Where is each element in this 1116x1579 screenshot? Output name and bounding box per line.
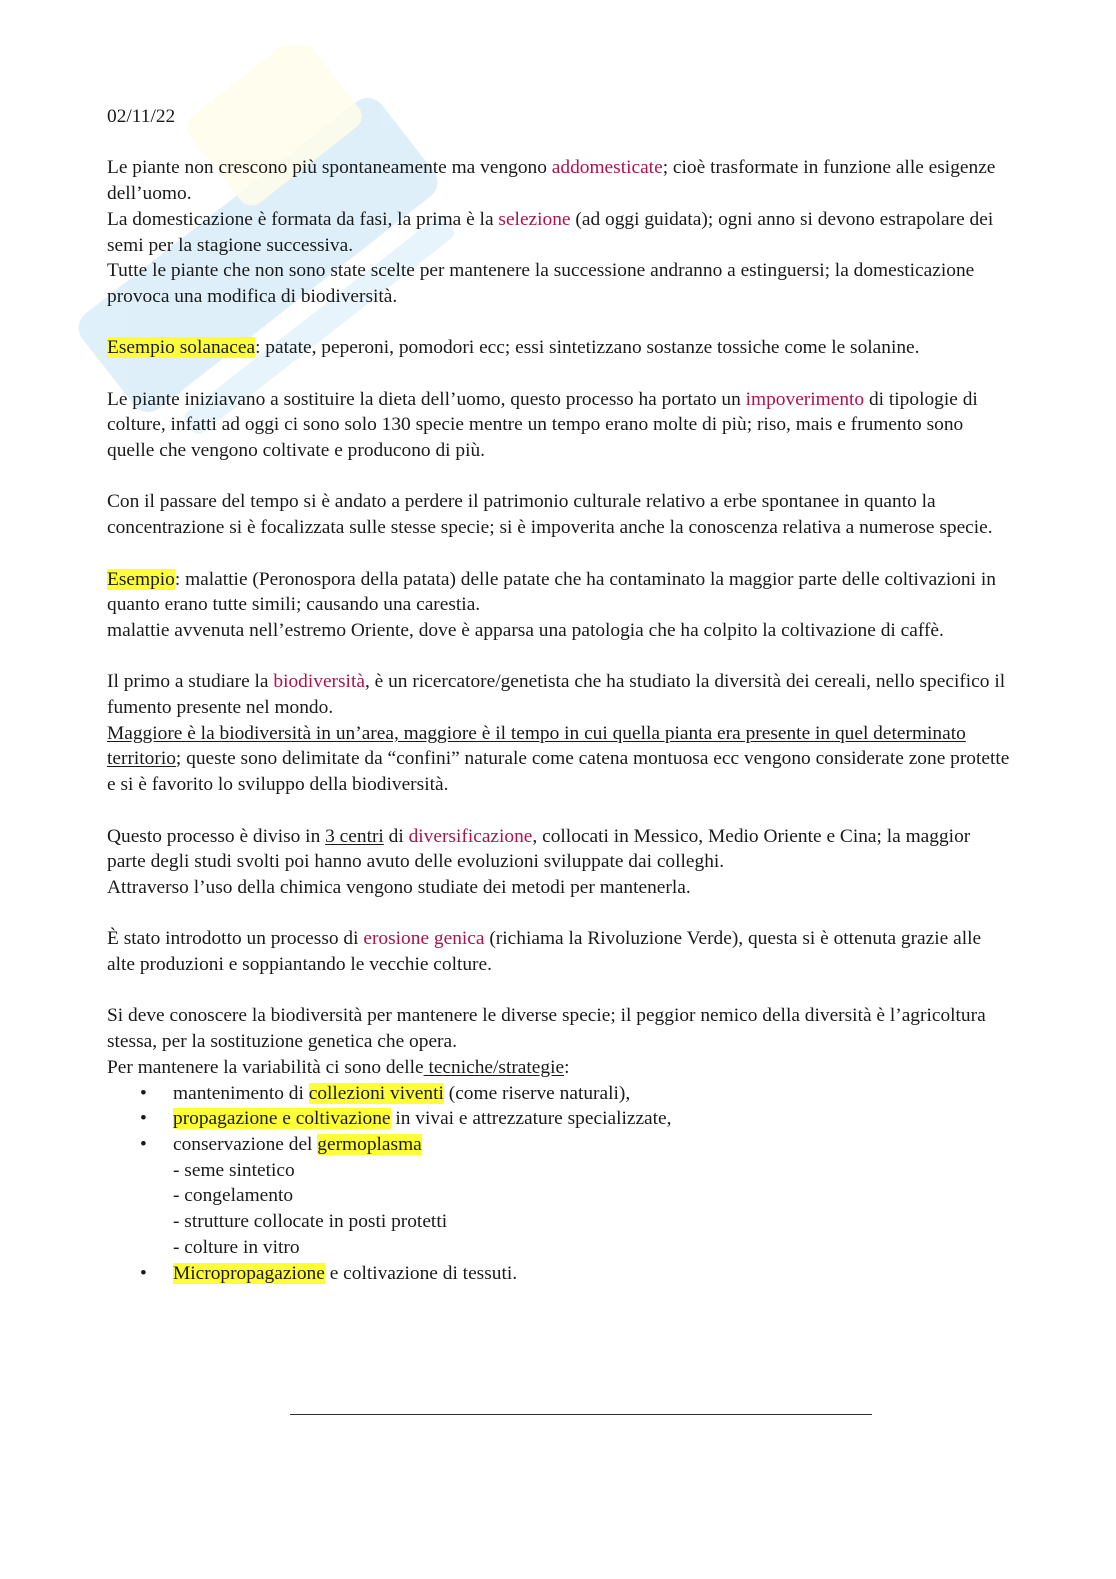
underlined-3-centri: 3 centri	[325, 825, 384, 847]
keyword-biodiversita: biodiversità	[273, 671, 365, 693]
list-item: • mantenimento di collezioni viventi (come riserve naturali),	[107, 1081, 1012, 1107]
document-date: 02/11/22	[107, 106, 176, 127]
sublist-item: - seme sintetico	[173, 1159, 295, 1181]
paragraph-diversification-centers: Questo processo è diviso in 3 centri di diversificazione, collocati in Messico, Medio Oriente e Cina; la maggior parte degli studi svolti poi hanno avuto delle evoluzioni sviluppate dai colleghi.	[107, 825, 971, 873]
keyword-diversificazione: diversificazione	[408, 825, 533, 847]
sublist-item: - colture in vitro	[173, 1236, 300, 1258]
highlight-germoplasma: germoplasma	[317, 1133, 422, 1155]
paragraph-techniques-intro: Per mantenere la variabilità ci sono delle tecniche/strategie:	[107, 1056, 570, 1078]
highlight-collezioni-viventi: collezioni viventi	[308, 1082, 444, 1104]
end-divider	[290, 1414, 872, 1415]
bullet-icon: •	[140, 1108, 147, 1130]
underlined-biodiversity-rule: Maggiore è la biodiversità in un’area, maggiore è il tempo in cui quella pianta era presente in quel determinato territorio	[107, 722, 966, 770]
paragraph-impoverishment: Le piante iniziavano a sostituire la dieta dell’uomo, questo processo ha portato un impoverimento di tipologie di colture, infatti ad oggi ci sono solo 130 specie mentre un tempo erano molte di più; riso, mais e frumento sono quelle che vengono coltivate e producono di più.	[107, 388, 978, 462]
keyword-impoverimento: impoverimento	[745, 388, 865, 410]
bullet-icon: •	[140, 1133, 147, 1155]
keyword-addomesticate: addomesticate	[551, 157, 663, 179]
list-item: • conservazione del germoplasma - seme sintetico - congelamento - strutture collocate in posti protetti - colture in vitro	[107, 1132, 1012, 1261]
highlight-esempio-solanacea: Esempio solanacea	[107, 337, 256, 359]
paragraph-solanacea-example: Esempio solanacea: patate, peperoni, pomodori ecc; essi sintetizzano sostanze tossiche come le solanine.	[107, 337, 920, 359]
highlight-propagazione-coltivazione: propagazione e coltivazione	[173, 1108, 391, 1130]
paragraph-biodiversity-study: Il primo a studiare la biodiversità, è un ricercatore/genetista che ha studiato la diversità dei cereali, nello specifico il fumento presente nel mondo.	[107, 671, 1006, 719]
highlight-micropropagazione: Micropropagazione	[173, 1262, 325, 1284]
sublist-item: - congelamento	[173, 1185, 294, 1207]
highlight-esempio: Esempio	[107, 568, 175, 590]
keyword-erosione-genica: erosione genica	[363, 928, 485, 950]
list-item: • Micropropagazione e coltivazione di tessuti.	[107, 1261, 1012, 1287]
paragraph-domestication: Le piante non crescono più spontaneamente ma vengono addomesticate; cioè trasformate in funzione alle esigenze dell’uomo.	[107, 157, 996, 205]
paragraph-selection: La domesticazione è formata da fasi, la prima è la selezione (ad oggi guidata); ogni anno si devono estrapolare dei semi per la stagione successiva.	[107, 208, 994, 256]
bullet-icon: •	[140, 1262, 147, 1284]
document-body	[107, 104, 1012, 1286]
bullet-icon: •	[140, 1082, 147, 1104]
paragraph-extinction: Tutte le piante che non sono state scelte per mantenere la successione andranno a estinguersi; la domesticazione provoca una modifica di biodiversità.	[107, 260, 975, 307]
paragraph-coffee-disease: malattie avvenuta nell’estremo Oriente, dove è apparsa una patologia che ha colpito la coltivazione di caffè.	[107, 619, 944, 641]
techniques-list	[107, 1081, 1012, 1287]
sublist-item: - strutture collocate in posti protetti	[173, 1211, 448, 1233]
keyword-selezione: selezione	[498, 208, 571, 230]
paragraph-chemistry: Attraverso l’uso della chimica vengono studiate dei metodi per mantenerla.	[107, 876, 691, 898]
paragraph-disease-example: Esempio: malattie (Peronospora della patata) delle patate che ha contaminato la maggior parte delle coltivazioni in quanto erano tutte simili; causando una carestia.	[107, 568, 996, 616]
paragraph-genetic-erosion: È stato introdotto un processo di erosione genica (richiama la Rivoluzione Verde), questa si è ottenuta grazie alle alte produzioni e soppiantando le vecchie colture.	[107, 928, 982, 976]
paragraph-cultural-heritage: Con il passare del tempo si è andato a perdere il patrimonio culturale relativo a erbe spontanee in quanto la concentrazione si è focalizzata sulle stesse specie; si è impoverita anche la conoscenza relativa a numerose specie.	[107, 491, 993, 539]
paragraph-biodiversity-area: Maggiore è la biodiversità in un’area, maggiore è il tempo in cui quella pianta era presente in quel determinato territorio; queste sono delimitate da “confini” naturale come catena montuosa ecc vengono considerate zone protette e si è favorito lo sviluppo della biodiversità.	[107, 722, 1010, 796]
underlined-tecniche-strategie: tecniche/strategie	[423, 1056, 565, 1078]
paragraph-agriculture-enemy: Si deve conoscere la biodiversità per mantenere le diverse specie; il peggior nemico della diversità è l’agricoltura stessa, per la sostituzione genetica che opera.	[107, 1005, 986, 1053]
list-item: • propagazione e coltivazione in vivai e attrezzature specializzate,	[107, 1106, 1012, 1132]
germoplasma-sublist	[173, 1158, 1012, 1261]
